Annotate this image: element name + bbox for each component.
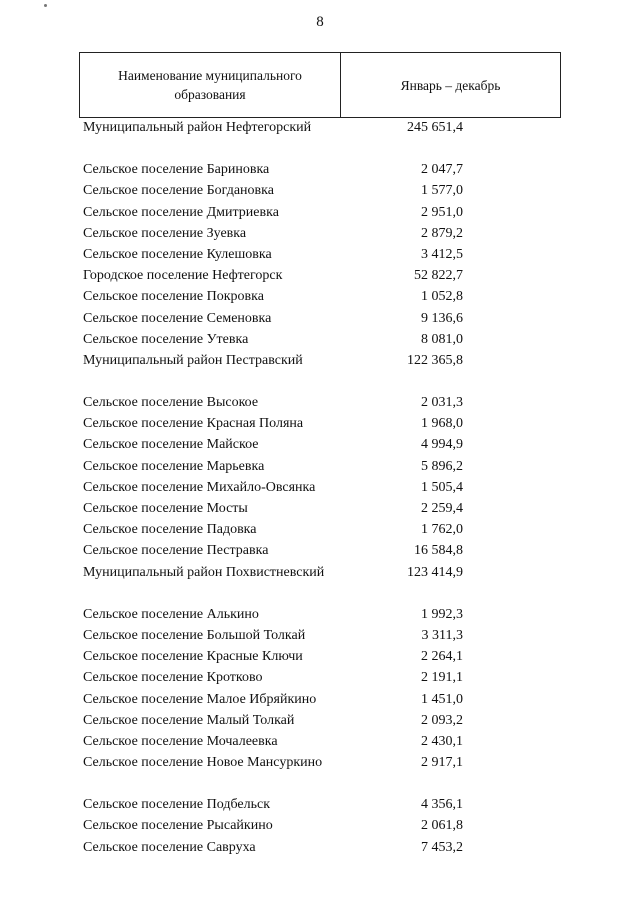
table-row <box>83 753 563 795</box>
period-value: 2 879,2 <box>421 225 463 241</box>
period-value: 52 822,7 <box>414 268 463 284</box>
period-value: 9 136,6 <box>421 310 463 326</box>
period-value: 16 584,8 <box>414 543 463 559</box>
table-row <box>83 245 563 266</box>
municipality-name: Сельское поселение Подбельск <box>83 797 270 813</box>
table-row <box>83 647 563 668</box>
municipality-name: Муниципальный район Пестравский <box>83 352 303 368</box>
municipality-name: Сельское поселение Малый Толкай <box>83 712 295 728</box>
municipality-name: Сельское поселение Бариновка <box>83 162 270 178</box>
municipality-name: Сельское поселение Малое Ибряйкино <box>83 691 317 707</box>
table-row <box>83 457 563 478</box>
table-header <box>79 52 561 118</box>
municipality-name: Сельское поселение Михайло-Овсянка <box>83 479 316 495</box>
table-row <box>83 266 563 287</box>
period-value: 1 451,0 <box>421 691 463 707</box>
table-row <box>83 435 563 456</box>
table-body <box>83 118 563 859</box>
municipality-name: Сельское поселение Красная Поляна <box>83 416 304 432</box>
scan-artifact-dot <box>44 4 47 7</box>
municipality-name: Муниципальный район Похвистневский <box>83 564 325 580</box>
municipality-name: Сельское поселение Высокое <box>83 395 259 411</box>
municipality-name: Сельское поселение Покровка <box>83 289 264 305</box>
period-value: 2 917,1 <box>421 755 463 771</box>
period-value: 1 577,0 <box>421 183 463 199</box>
period-value: 3 412,5 <box>421 246 463 262</box>
table-row <box>83 838 563 859</box>
period-value: 2 430,1 <box>421 733 463 749</box>
table-row <box>83 626 563 647</box>
period-value: 2 031,3 <box>421 395 463 411</box>
period-value: 245 651,4 <box>407 120 463 135</box>
municipality-name: Сельское поселение Богдановка <box>83 183 274 199</box>
period-value: 8 081,0 <box>421 331 463 347</box>
period-value: 2 951,0 <box>421 204 463 220</box>
municipality-name: Сельское поселение Пестравка <box>83 543 269 559</box>
page-number: 8 <box>316 14 324 30</box>
municipality-name: Сельское поселение Мосты <box>83 501 248 516</box>
table-row <box>83 711 563 732</box>
period-value: 1 968,0 <box>421 416 463 432</box>
period-value: 2 264,1 <box>421 649 463 665</box>
table-row <box>83 732 563 753</box>
period-value: 2 191,1 <box>421 670 463 686</box>
table-row <box>83 118 563 160</box>
municipality-name: Сельское поселение Зуевка <box>83 225 247 241</box>
municipality-name: Сельское поселение Большой Толкай <box>83 627 306 643</box>
table-row <box>83 203 563 224</box>
table-row <box>83 351 563 393</box>
table-row <box>83 393 563 414</box>
table-row <box>83 520 563 541</box>
municipality-name: Сельское поселение Утевка <box>83 331 249 347</box>
table-row <box>83 541 563 562</box>
table-row <box>83 795 563 816</box>
column-header-municipality: Наименование муниципального образования <box>80 53 341 117</box>
period-value: 1 052,8 <box>421 289 463 305</box>
municipality-name: Сельское поселение Дмитриевка <box>83 204 279 220</box>
table-row <box>83 605 563 626</box>
table-row <box>83 309 563 330</box>
period-value: 4 994,9 <box>421 437 463 453</box>
period-value: 122 365,8 <box>407 352 463 368</box>
table-row <box>83 414 563 435</box>
period-value: 1 762,0 <box>421 522 463 538</box>
table-row <box>83 816 563 837</box>
period-value: 5 896,2 <box>421 458 463 474</box>
table-row <box>83 181 563 202</box>
period-value: 123 414,9 <box>407 564 463 580</box>
table-row <box>83 563 563 605</box>
municipality-name: Сельское поселение Кротково <box>83 670 263 686</box>
period-value: 1 505,4 <box>421 479 463 495</box>
municipality-name: Муниципальный район Нефтегорский <box>83 120 312 135</box>
period-value: 2 047,7 <box>421 162 463 178</box>
period-value: 7 453,2 <box>421 839 463 855</box>
table-row <box>83 287 563 308</box>
table-row <box>83 478 563 499</box>
table-row <box>83 160 563 181</box>
municipality-name: Городское поселение Нефтегорск <box>83 268 283 284</box>
municipality-name: Сельское поселение Кулешовка <box>83 246 272 262</box>
period-value: 1 992,3 <box>421 606 463 622</box>
table-row <box>83 330 563 351</box>
table-row <box>83 690 563 711</box>
period-value: 2 061,8 <box>421 818 463 834</box>
municipality-name: Сельское поселение Савруха <box>83 839 256 855</box>
table-row <box>83 224 563 245</box>
municipality-name: Сельское поселение Падовка <box>83 522 257 538</box>
municipality-name: Сельское поселение Марьевка <box>83 458 265 474</box>
period-value: 2 259,4 <box>421 501 463 516</box>
period-value: 2 093,2 <box>421 712 463 728</box>
period-value: 3 311,3 <box>421 627 463 643</box>
municipality-name: Сельское поселение Майское <box>83 437 259 453</box>
table-row <box>83 668 563 689</box>
municipality-name: Сельское поселение Алькино <box>83 606 259 622</box>
municipality-name: Сельское поселение Рысайкино <box>83 818 273 834</box>
municipality-name: Сельское поселение Семеновка <box>83 310 272 326</box>
period-value: 4 356,1 <box>421 797 463 813</box>
table-row <box>83 499 563 520</box>
municipality-name: Сельское поселение Мочалеевка <box>83 733 278 749</box>
municipality-name: Сельское поселение Новое Мансуркино <box>83 755 323 771</box>
municipality-name: Сельское поселение Красные Ключи <box>83 649 303 665</box>
column-header-period: Январь – декабрь <box>400 77 501 93</box>
